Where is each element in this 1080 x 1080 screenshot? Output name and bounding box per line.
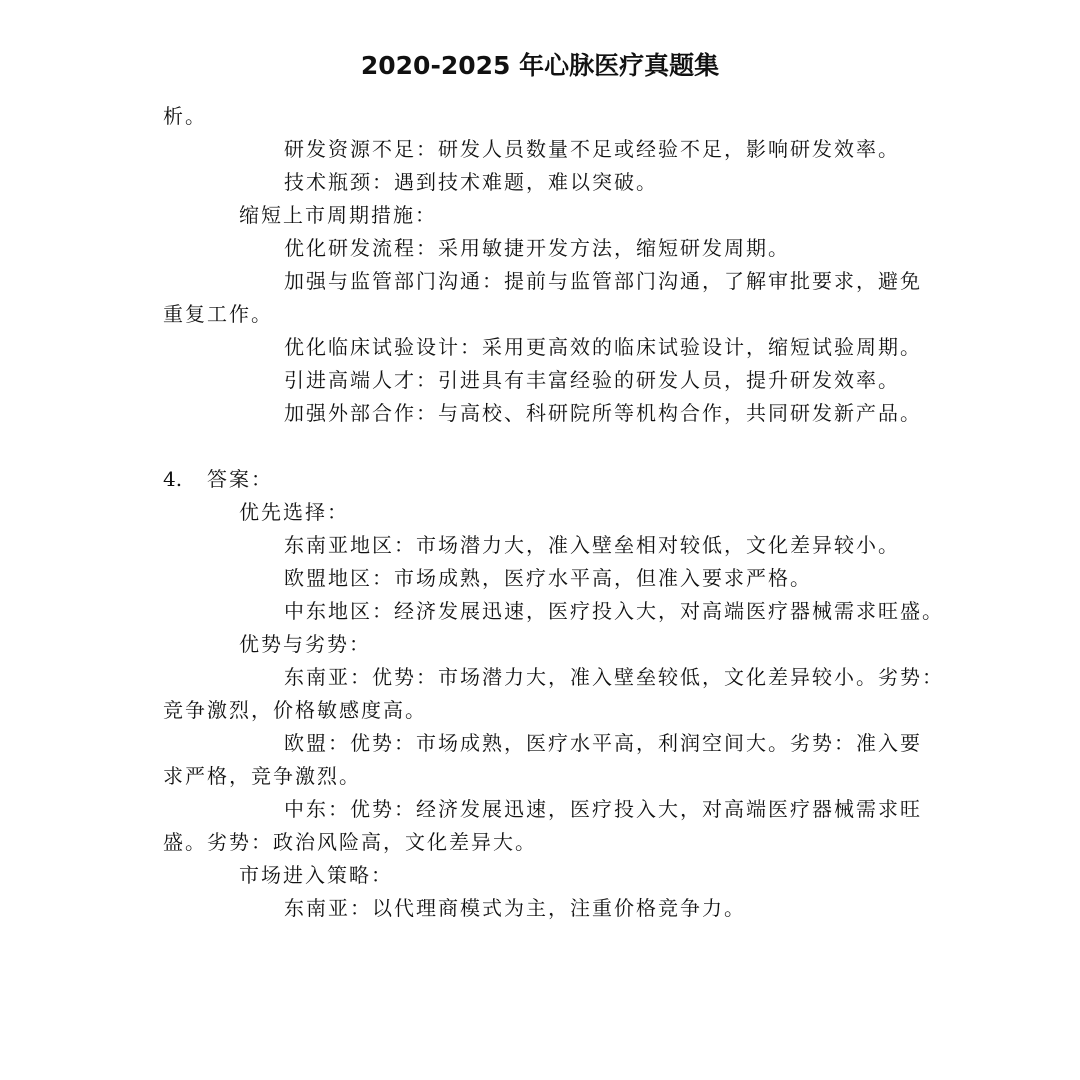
text-line: 研发资源不足：研发人员数量不足或经验不足，影响研发效率。 bbox=[284, 137, 900, 161]
text-line: 优化临床试验设计：采用更高效的临床试验设计，缩短试验周期。 bbox=[284, 335, 922, 359]
text-line: 欧盟地区：市场成熟，医疗水平高，但准入要求严格。 bbox=[284, 566, 812, 590]
text-line: 技术瓶颈：遇到技术难题，难以突破。 bbox=[284, 170, 658, 194]
section-heading: 优势与劣势： bbox=[239, 632, 371, 656]
section-heading: 优先选择： bbox=[239, 500, 349, 524]
page-title: 2020-2025 年心脉医疗真题集 bbox=[360, 51, 720, 80]
text-line: 欧盟：优势：市场成熟，医疗水平高，利润空间大。劣势：准入要 bbox=[284, 731, 922, 755]
question-number: 4. bbox=[163, 467, 183, 491]
text-line: 东南亚：优势：市场潜力大，准入壁垒较低，文化差异较小。劣势： bbox=[284, 665, 944, 689]
document-body bbox=[0, 100, 1080, 925]
text-line: 盛。劣势：政治风险高，文化差异大。 bbox=[163, 830, 537, 854]
text-line: 重复工作。 bbox=[163, 302, 273, 326]
answer-heading bbox=[0, 463, 1080, 496]
text-line: 求严格，竞争激烈。 bbox=[163, 764, 361, 788]
text-line: 东南亚：以代理商模式为主，注重价格竞争力。 bbox=[284, 896, 746, 920]
answer-label: 答案： bbox=[207, 467, 273, 491]
text-line: 中东地区：经济发展迅速，医疗投入大，对高端医疗器械需求旺盛。 bbox=[284, 599, 944, 623]
text-line: 竞争激烈，价格敏感度高。 bbox=[163, 698, 427, 722]
text-line: 加强外部合作：与高校、科研院所等机构合作，共同研发新产品。 bbox=[284, 401, 922, 425]
text-line: 加强与监管部门沟通：提前与监管部门沟通，了解审批要求，避免 bbox=[284, 269, 922, 293]
blank-line bbox=[0, 430, 1080, 463]
section-heading: 缩短上市周期措施： bbox=[239, 203, 437, 227]
section-heading: 市场进入策略： bbox=[239, 863, 393, 887]
text-line: 东南亚地区：市场潜力大，准入壁垒相对较低，文化差异较小。 bbox=[284, 533, 900, 557]
text-line: 析。 bbox=[163, 104, 207, 128]
text-line: 优化研发流程：采用敏捷开发方法，缩短研发周期。 bbox=[284, 236, 790, 260]
text-line: 引进高端人才：引进具有丰富经验的研发人员，提升研发效率。 bbox=[284, 368, 900, 392]
text-line: 中东：优势：经济发展迅速，医疗投入大，对高端医疗器械需求旺 bbox=[284, 797, 922, 821]
